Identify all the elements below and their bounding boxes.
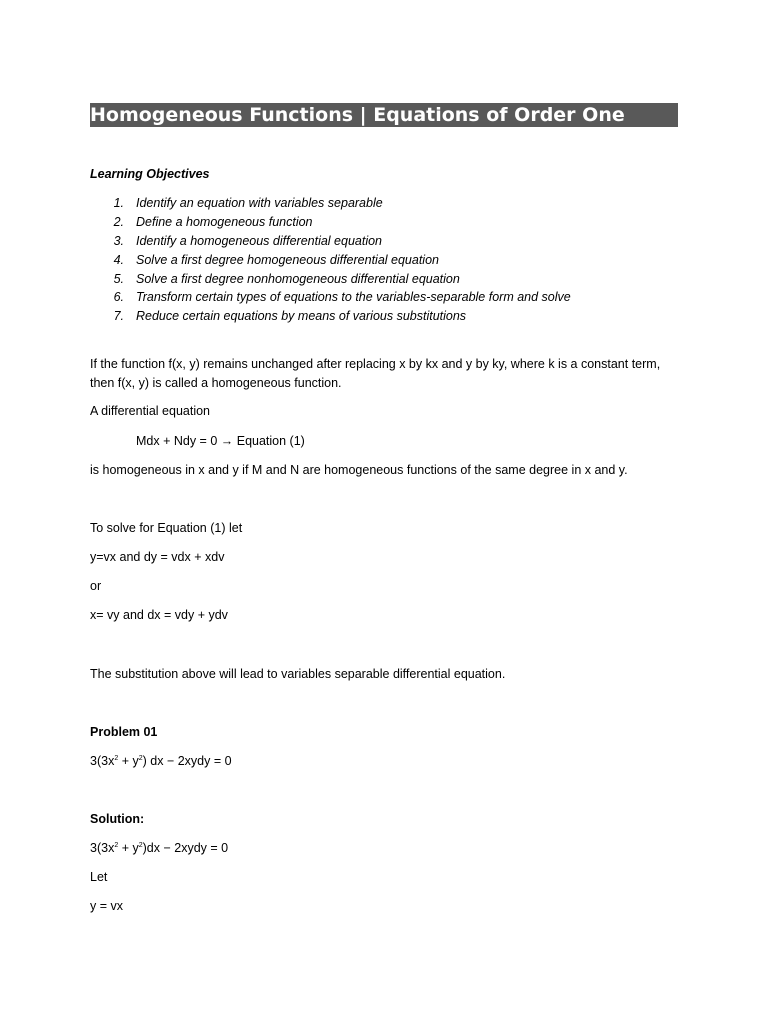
or-text: or — [90, 579, 102, 593]
equation-1: Mdx + Ndy = 0 → Equation (1) — [136, 434, 305, 448]
objective-number: 3. — [113, 234, 124, 248]
let-text: Let — [90, 870, 108, 884]
solution-equation — [90, 840, 228, 856]
problem-heading: Problem 01 — [90, 725, 158, 739]
de-condition: is homogeneous in x and y if M and N are homogeneous functions of the same degree in x and y. — [90, 463, 628, 477]
exponent: 2 — [138, 755, 143, 762]
objective-item: Solve a first degree homogeneous differential equation — [136, 253, 439, 267]
de-intro: A differential equation — [90, 404, 211, 418]
equation-part: )dx − 2xydy = 0 — [142, 841, 229, 855]
equation-part: 3(3x — [90, 754, 115, 768]
solve-intro: To solve for Equation (1) let — [90, 521, 243, 535]
objective-item: Solve a first degree nonhomogeneous differential equation — [136, 272, 460, 286]
objective-item: Identify an equation with variables separable — [136, 196, 383, 210]
objective-number: 4. — [113, 253, 124, 267]
exponent: 2 — [138, 842, 143, 849]
equation-part: + y — [118, 841, 139, 855]
substitution-note: The substitution above will lead to variables separable differential equation. — [90, 667, 506, 681]
objective-number: 5. — [113, 272, 124, 286]
solution-heading: Solution: — [90, 812, 145, 826]
substitution-1: y=vx and dy = vdx + xdv — [90, 550, 225, 564]
objective-number: 6. — [113, 290, 124, 304]
equation-part: 3(3x — [90, 841, 115, 855]
exponent: 2 — [114, 842, 119, 849]
objective-item: Reduce certain equations by means of various substitutions — [136, 309, 467, 323]
equation-part: + y — [118, 754, 139, 768]
let-equation: y = vx — [90, 899, 123, 913]
exponent: 2 — [114, 755, 119, 762]
substitution-2: x= vy and dx = vdy + ydv — [90, 608, 228, 622]
equation-part: ) dx − 2xydy = 0 — [142, 754, 232, 768]
problem-equation — [90, 753, 232, 769]
objective-number: 1. — [113, 196, 124, 210]
objective-item: Define a homogeneous function — [136, 215, 313, 229]
objective-item: Identify a homogeneous differential equation — [136, 234, 383, 248]
definition-paragraph: If the function f(x, y) remains unchanged after replacing x by kx and y by ky, where k is a constant term, then f(x, y) is called a homogeneous function. — [90, 357, 661, 390]
objectives-heading: Learning Objectives — [90, 167, 210, 181]
document-title: Homogeneous Functions | Equations of Order One — [90, 103, 678, 127]
objective-number: 7. — [113, 309, 124, 323]
objective-number: 2. — [113, 215, 124, 229]
objective-item: Transform certain types of equations to the variables-separable form and solve — [136, 290, 571, 304]
